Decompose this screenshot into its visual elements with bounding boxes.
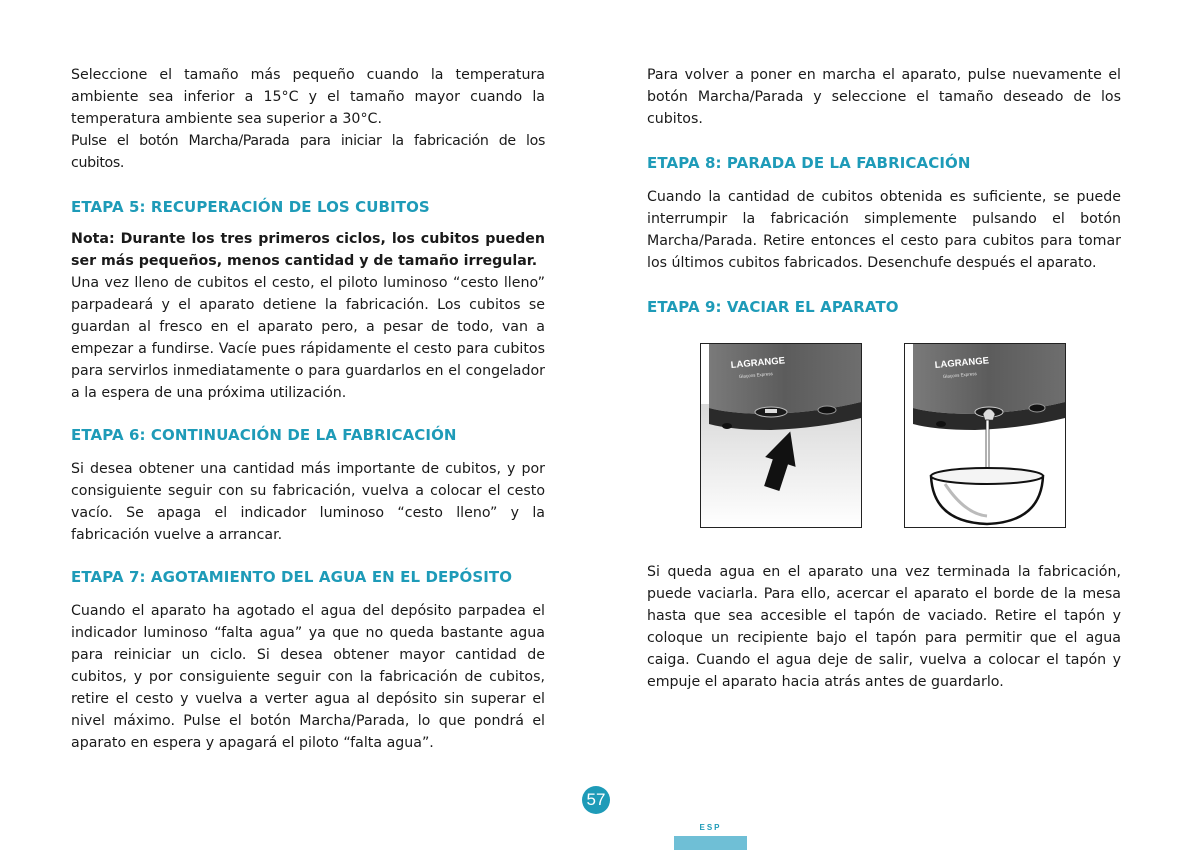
appliance-drain-plug-illustration <box>701 344 861 527</box>
stage6-title: ETAPA 6: CONTINUACIÓN DE LA FABRICACIÓN <box>71 426 457 444</box>
stage5-text: Una vez lleno de cubitos el cesto, el piloto luminoso “cesto lleno” parpadeará y el aparato detiene la fabricación. Los cubitos se guardan al fresco en el aparato pero, a pesar de todo, van a empezar a fundirse. Vacíe pues rápidamente el cesto para cubitos para servirlos inmediatamente o para guardarlos en el congelador a la espera de una próxima utilización. <box>71 275 545 401</box>
brand-logo-2: LAGRANGE <box>934 355 990 371</box>
brand-logo-1: LAGRANGE <box>730 355 786 371</box>
stage5-note: Nota: Durante los tres primeros ciclos, los cubitos pueden ser más pequeños, menos cantidad y de tamaño irregular. <box>71 231 545 269</box>
stage9-title: ETAPA 9: VACIAR EL APARATO <box>647 298 899 316</box>
model-label-2: Glaçons Express <box>942 371 977 379</box>
figure-drain-water <box>904 343 1066 528</box>
stage5-title: ETAPA 5: RECUPERACIÓN DE LOS CUBITOS <box>71 198 430 216</box>
stage9-text: Si queda agua en el aparato una vez terminada la fabricación, puede vaciarla. Para ello, acercar el aparato el borde de la mesa hasta que sea accesible el tapón de vaciado. Retire el tapón y coloque un recipiente bajo el tapón para permitir que el agua caiga. Cuando el agua deje de salir, vuelva a colocar el tapón y empuje el aparato hacia atrás antes de guardarlo. <box>647 564 1121 690</box>
appliance-draining-bowl-illustration <box>905 344 1065 527</box>
intro-paragraph: Seleccione el tamaño más pequeño cuando la temperatura ambiente sea inferior a 15°C y el tamaño mayor cuando la temperatura ambiente sea superior a 30°C. <box>71 67 545 127</box>
language-label: ESP <box>699 823 722 832</box>
stage6-text: Si desea obtener una cantidad más importante de cubitos, y por consiguiente seguir con su fabricación, vuelva a colocar el cesto vacío. Se apaga el indicador luminoso “cesto lleno” y la fabricación vuelve a arrancar. <box>71 461 545 543</box>
intro-paragraph-2: Pulse el botón Marcha/Parada para iniciar la fabricación de los cubitos. <box>71 133 545 171</box>
model-label-1: Glaçons Express <box>738 371 773 379</box>
stage7-title: ETAPA 7: AGOTAMIENTO DEL AGUA EN EL DEPÓSITO <box>71 568 513 586</box>
figure-remove-plug <box>700 343 862 528</box>
left-column <box>71 64 545 754</box>
stage8-title: ETAPA 8: PARADA DE LA FABRICACIÓN <box>647 154 971 172</box>
restart-paragraph: Para volver a poner en marcha el aparato, pulse nuevamente el botón Marcha/Parada y seleccione el tamaño deseado de los cubitos. <box>647 67 1121 127</box>
right-column <box>647 64 1121 693</box>
language-tab-bar <box>674 836 747 850</box>
stage7-text: Cuando el aparato ha agotado el agua del depósito parpadea el indicador luminoso “falta agua” ya que no queda bastante agua para reiniciar un ciclo. Si desea obtener mayor cantidad de cubitos, y por consiguiente seguir con la fabricación de cubitos, retire el cesto y vuelva a verter agua al depósito sin superar el nivel máximo. Pulse el botón Marcha/Parada, lo que pondrá el aparato en espera y apagará el piloto “falta agua”. <box>71 603 545 751</box>
water-stream <box>986 420 989 474</box>
drain-figures <box>700 343 1121 528</box>
stage8-text: Cuando la cantidad de cubitos obtenida es suficiente, se puede interrumpir la fabricación simplemente pulsando el botón Marcha/Parada. Retire entonces el cesto para cubitos para tomar los últimos cubitos fabricados. Desenchufe después el aparato. <box>647 189 1121 271</box>
page-number: 57 <box>582 786 610 814</box>
